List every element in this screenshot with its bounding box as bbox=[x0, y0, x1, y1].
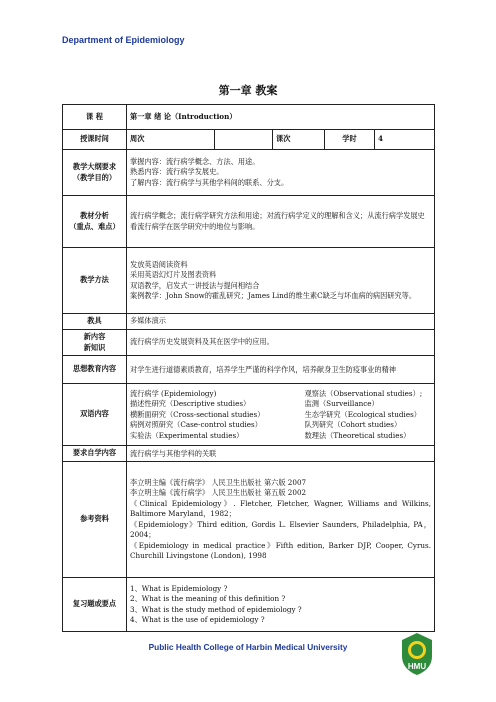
new-content-label bbox=[63, 329, 127, 356]
lesson-plan-table bbox=[62, 104, 435, 632]
bilingual-term: 描述性研究（Descriptive studies） bbox=[130, 399, 251, 409]
row-tools bbox=[63, 314, 435, 330]
references-content bbox=[127, 462, 435, 578]
row-ideology bbox=[63, 356, 435, 384]
row-course bbox=[63, 105, 435, 130]
analysis-label bbox=[63, 196, 127, 248]
reference-item: 李立明主编《流行病学》 人民卫生出版社 第六版 2007 bbox=[130, 477, 307, 487]
bilingual-term: 病例对照研究（Case-control studies） bbox=[130, 420, 262, 430]
row-time bbox=[63, 130, 435, 150]
analysis-content bbox=[127, 196, 435, 248]
new-content-label-2: 新知识 bbox=[83, 342, 106, 352]
bilingual-term: 监测（Surveillance） bbox=[304, 399, 379, 409]
bilingual-term: 横断面研究（Cross-sectional studies） bbox=[130, 409, 265, 419]
self-study-label: 要求自学内容 bbox=[63, 446, 127, 462]
row-bilingual bbox=[63, 384, 435, 446]
row-objectives bbox=[63, 150, 435, 196]
references-label: 参考资料 bbox=[63, 462, 127, 578]
method-line: 发放英语阅读资料 bbox=[130, 259, 188, 269]
objective-line: 了解内容：流行病学与其他学科间的联系、分支。 bbox=[130, 177, 289, 187]
bilingual-term: 队列研究（Cohort studies） bbox=[304, 420, 402, 430]
analysis-line: 流行病学概念；流行病学研究方法和用途；对流行病学定义的理解和含义；从流行病学发展史看流行病学在医学研究中的地位与影响。 bbox=[130, 211, 425, 231]
time-label: 授课时间 bbox=[63, 130, 127, 150]
reference-item: 李立明主编《流行病学》 人民卫生出版社 第五版 2002 bbox=[130, 488, 307, 498]
objectives-content bbox=[127, 150, 435, 196]
week-label: 周次 bbox=[127, 130, 215, 150]
hours-label: 学时 bbox=[325, 130, 375, 150]
bilingual-term: 数理法（Theoretical studies） bbox=[304, 430, 411, 440]
bilingual-content bbox=[127, 384, 435, 446]
row-analysis bbox=[63, 196, 435, 248]
row-methods bbox=[63, 248, 435, 314]
reference-item: 《Clinical Epidemiology》. Fletcher, Fletcher, Wagner, Williams and Wilkins, Baltimore Maryland，1982； bbox=[130, 498, 431, 519]
objectives-label-2: （教学目的） bbox=[72, 172, 117, 182]
objectives-label-1: 教学大纲要求 bbox=[72, 161, 117, 171]
reference-item: 《Epidemiology in medical practice》Fifth edition, Barker DJP, Cooper, Cyrus. Churchill Livingstone (London), 1998 bbox=[130, 540, 431, 560]
row-new-content bbox=[63, 329, 435, 356]
review-label: 复习题或要点 bbox=[63, 578, 127, 632]
tools-label: 教具 bbox=[63, 314, 127, 330]
objectives-label bbox=[63, 150, 127, 196]
ideology-label: 思想教育内容 bbox=[63, 356, 127, 384]
method-line: 案例教学：John Snow的霍乱研究；James Lind的维生素C缺乏与坏血病的病因研究等。 bbox=[130, 290, 417, 300]
bilingual-term: 观察法（Observational studies）; bbox=[304, 388, 423, 398]
hmu-logo bbox=[400, 632, 434, 676]
bilingual-label: 双语内容 bbox=[63, 384, 127, 446]
bilingual-term: 流行病学 (Epidemiology) bbox=[130, 388, 217, 398]
method-line: 采用英语幻灯片及图表资料 bbox=[130, 270, 217, 280]
new-content-label-1: 新内容 bbox=[83, 331, 106, 341]
logo-text: HMU bbox=[407, 662, 427, 671]
course-label: 课 程 bbox=[63, 105, 127, 130]
method-line: 双语教学，启发式一讲授法与提问相结合 bbox=[130, 280, 260, 290]
bilingual-grid bbox=[130, 389, 431, 441]
session-label: 课次 bbox=[273, 130, 325, 150]
new-content-value: 流行病学历史发展资料及其在医学中的应用。 bbox=[127, 329, 435, 356]
objective-line: 掌握内容：流行病学概念、方法、用途。 bbox=[130, 156, 260, 166]
reference-item: 《Epidemiology》Third edition, Gordis L. Elsevier Saunders, Philadelphia, PA，2004； bbox=[130, 519, 431, 540]
analysis-label-2: （重点、难点） bbox=[69, 221, 120, 231]
row-self-study bbox=[63, 446, 435, 462]
methods-content bbox=[127, 248, 435, 314]
methods-label: 教学方法 bbox=[63, 248, 127, 314]
row-references bbox=[63, 462, 435, 578]
logo-inner bbox=[411, 644, 423, 656]
review-content bbox=[127, 578, 435, 632]
row-review bbox=[63, 578, 435, 632]
hours-value: 4 bbox=[375, 130, 435, 150]
review-question: 3、What is the study method of epidemiology ? bbox=[130, 604, 302, 614]
course-value: 第一章 绪 论（Introduction） bbox=[127, 105, 435, 130]
review-question: 2、What is the meaning of this definition ? bbox=[130, 594, 286, 604]
review-question: 1、What is Epidemiology ? bbox=[130, 583, 228, 593]
tools-value: 多媒体演示 bbox=[127, 314, 435, 330]
department-header: Department of Epidemiology bbox=[62, 35, 185, 45]
page-title: 第一章 教案 bbox=[218, 84, 278, 97]
bilingual-term: 生态学研究（Ecological studies） bbox=[304, 409, 421, 419]
review-question: 4、What is the use of epidemiology ? bbox=[130, 615, 265, 625]
bilingual-term: 实验法（Experimental studies） bbox=[130, 430, 244, 440]
ideology-value: 对学生进行道德素质教育，培养学生严谨的科学作风，培养献身卫生防疫事业的精神 bbox=[127, 356, 435, 384]
week-value bbox=[215, 130, 273, 150]
college-footer: Public Health College of Harbin Medical University bbox=[148, 642, 348, 652]
analysis-label-1: 教材分析 bbox=[80, 210, 109, 220]
self-study-value: 流行病学与其他学科的关联 bbox=[127, 446, 435, 462]
objective-line: 熟悉内容：流行病学发展史。 bbox=[130, 167, 224, 177]
